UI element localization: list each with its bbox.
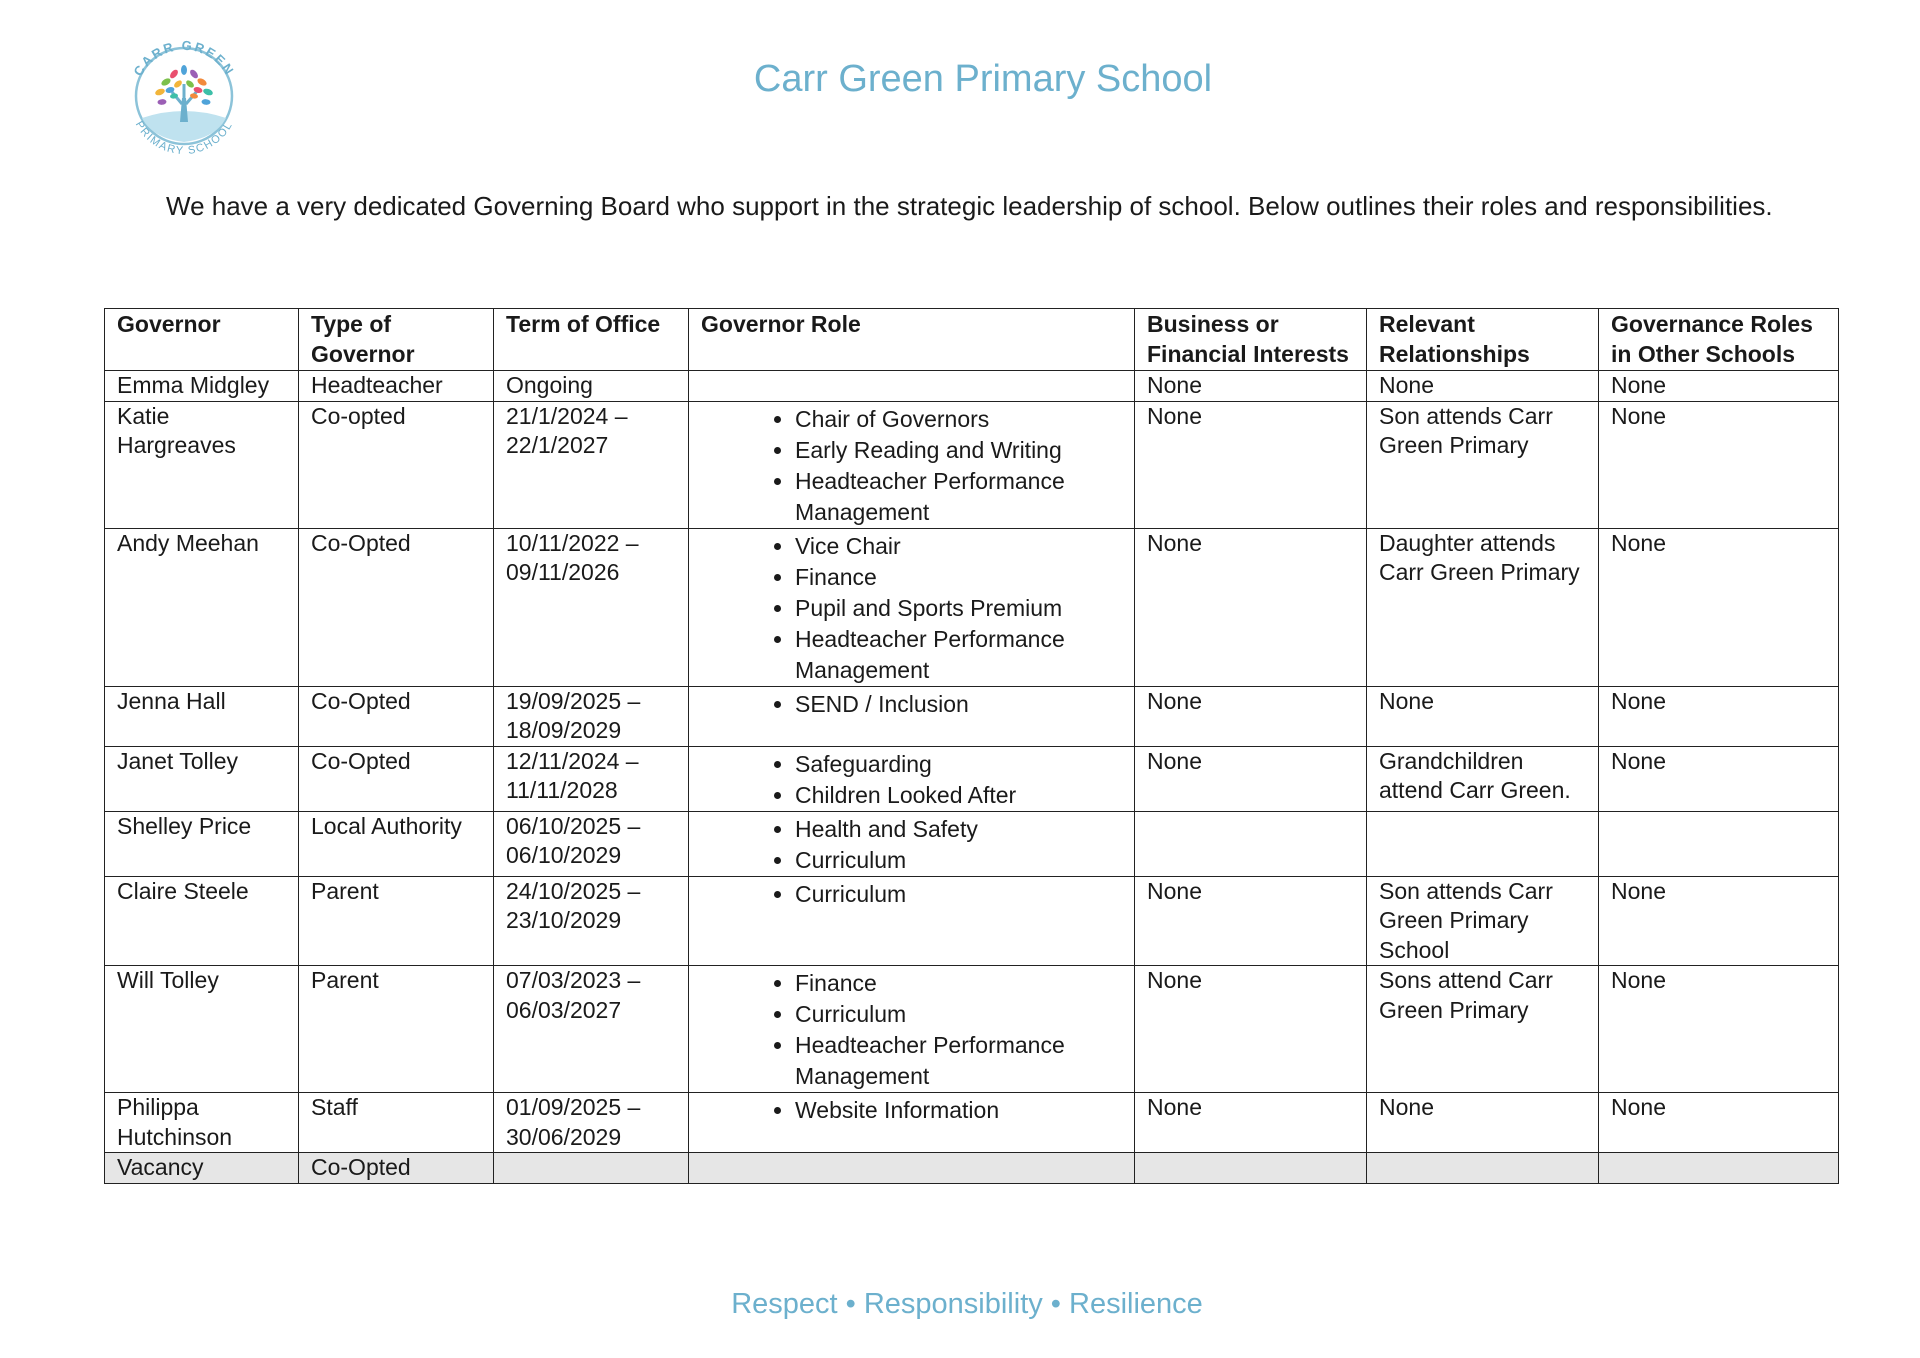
cell-type: Staff bbox=[299, 1093, 494, 1153]
cell-relationships: Daughter attends Carr Green Primary bbox=[1367, 528, 1599, 686]
cell-other-roles: None bbox=[1599, 528, 1839, 686]
cell-roles bbox=[689, 811, 1135, 876]
role-list bbox=[701, 529, 1124, 686]
governors-table bbox=[104, 308, 1839, 1184]
header-role: Governor Role bbox=[689, 309, 1135, 371]
cell-relationships: None bbox=[1367, 371, 1599, 402]
logo-text-bottom: PRIMARY SCHOOL bbox=[132, 119, 236, 158]
table-row bbox=[105, 1093, 1839, 1153]
cell-relationships bbox=[1367, 811, 1599, 876]
cell-other-roles bbox=[1599, 1153, 1839, 1184]
role-list bbox=[701, 747, 1124, 811]
cell-roles bbox=[689, 966, 1135, 1093]
role-item: • Safeguarding bbox=[795, 749, 1124, 780]
cell-term: 19/09/2025 – 18/09/2029 bbox=[494, 686, 689, 746]
cell-business: None bbox=[1135, 528, 1367, 686]
header-term: Term of Office bbox=[494, 309, 689, 371]
cell-roles bbox=[689, 686, 1135, 746]
role-item: • Children Looked After bbox=[795, 780, 1124, 811]
cell-business: None bbox=[1135, 401, 1367, 528]
table-row bbox=[105, 966, 1839, 1093]
table-row bbox=[105, 1153, 1839, 1184]
cell-business: None bbox=[1135, 966, 1367, 1093]
cell-other-roles: None bbox=[1599, 1093, 1839, 1153]
cell-type: Headteacher bbox=[299, 371, 494, 402]
header-business: Business or Financial Interests bbox=[1135, 309, 1367, 371]
cell-governor: Will Tolley bbox=[105, 966, 299, 1093]
cell-relationships: None bbox=[1367, 686, 1599, 746]
school-name: Carr Green Primary School bbox=[753, 58, 1213, 100]
table-row bbox=[105, 876, 1839, 966]
cell-other-roles: None bbox=[1599, 371, 1839, 402]
cell-type: Co-Opted bbox=[299, 746, 494, 811]
role-item: • Website Information bbox=[795, 1095, 1124, 1126]
cell-roles bbox=[689, 1093, 1135, 1153]
cell-other-roles: None bbox=[1599, 876, 1839, 966]
cell-type: Parent bbox=[299, 966, 494, 1093]
role-item: • Chair of Governors bbox=[795, 404, 1124, 435]
cell-business: None bbox=[1135, 1093, 1367, 1153]
cell-business bbox=[1135, 1153, 1367, 1184]
table-body bbox=[105, 371, 1839, 1184]
cell-roles bbox=[689, 528, 1135, 686]
cell-business: None bbox=[1135, 876, 1367, 966]
role-list bbox=[701, 812, 1124, 876]
cell-roles bbox=[689, 401, 1135, 528]
cell-term: 24/10/2025 – 23/10/2029 bbox=[494, 876, 689, 966]
table-row bbox=[105, 401, 1839, 528]
role-item: • SEND / Inclusion bbox=[795, 689, 1124, 720]
table-row bbox=[105, 528, 1839, 686]
header-other-roles: Governance Roles in Other Schools bbox=[1599, 309, 1839, 371]
cell-governor: Vacancy bbox=[105, 1153, 299, 1184]
cell-term: 12/11/2024 – 11/11/2028 bbox=[494, 746, 689, 811]
role-list bbox=[701, 877, 1124, 910]
table-row bbox=[105, 686, 1839, 746]
cell-type: Co-Opted bbox=[299, 686, 494, 746]
cell-governor: Philippa Hutchinson bbox=[105, 1093, 299, 1153]
role-item: • Headteacher Performance Management bbox=[795, 1030, 1124, 1092]
cell-relationships: Son attends Carr Green Primary bbox=[1367, 401, 1599, 528]
cell-business: None bbox=[1135, 746, 1367, 811]
cell-type: Local Authority bbox=[299, 811, 494, 876]
cell-relationships: Sons attend Carr Green Primary bbox=[1367, 966, 1599, 1093]
cell-type: Parent bbox=[299, 876, 494, 966]
cell-relationships bbox=[1367, 1153, 1599, 1184]
cell-term: Ongoing bbox=[494, 371, 689, 402]
role-item: • Early Reading and Writing bbox=[795, 435, 1124, 466]
cell-other-roles: None bbox=[1599, 686, 1839, 746]
cell-type: Co-Opted bbox=[299, 528, 494, 686]
role-item: • Curriculum bbox=[795, 999, 1124, 1030]
cell-other-roles bbox=[1599, 811, 1839, 876]
role-item: • Curriculum bbox=[795, 845, 1124, 876]
cell-roles bbox=[689, 1153, 1135, 1184]
role-list bbox=[701, 687, 1124, 720]
cell-business: None bbox=[1135, 686, 1367, 746]
cell-other-roles: None bbox=[1599, 401, 1839, 528]
cell-governor: Jenna Hall bbox=[105, 686, 299, 746]
cell-governor: Shelley Price bbox=[105, 811, 299, 876]
header-relationships: Relevant Relationships bbox=[1367, 309, 1599, 371]
table-row bbox=[105, 746, 1839, 811]
cell-governor: Claire Steele bbox=[105, 876, 299, 966]
cell-governor: Janet Tolley bbox=[105, 746, 299, 811]
role-item: • Vice Chair bbox=[795, 531, 1124, 562]
cell-term: 10/11/2022 – 09/11/2026 bbox=[494, 528, 689, 686]
header-type: Type of Governor bbox=[299, 309, 494, 371]
cell-governor: Andy Meehan bbox=[105, 528, 299, 686]
cell-term: 01/09/2025 – 30/06/2029 bbox=[494, 1093, 689, 1153]
role-item: • Pupil and Sports Premium bbox=[795, 593, 1124, 624]
role-item: • Finance bbox=[795, 562, 1124, 593]
header-governor: Governor bbox=[105, 309, 299, 371]
cell-term: 07/03/2023 – 06/03/2027 bbox=[494, 966, 689, 1093]
role-item: • Curriculum bbox=[795, 879, 1124, 910]
cell-other-roles: None bbox=[1599, 746, 1839, 811]
cell-other-roles: None bbox=[1599, 966, 1839, 1093]
cell-roles bbox=[689, 746, 1135, 811]
cell-roles bbox=[689, 371, 1135, 402]
cell-relationships: Son attends Carr Green Primary School bbox=[1367, 876, 1599, 966]
cell-relationships: None bbox=[1367, 1093, 1599, 1153]
role-item: • Headteacher Performance Management bbox=[795, 466, 1124, 528]
table-row bbox=[105, 371, 1839, 402]
logo-text-top: CARR GREEN bbox=[130, 37, 238, 79]
role-list bbox=[701, 402, 1124, 528]
role-item: • Health and Safety bbox=[795, 814, 1124, 845]
cell-term bbox=[494, 1153, 689, 1184]
cell-term: 06/10/2025 – 06/10/2029 bbox=[494, 811, 689, 876]
role-list bbox=[701, 1093, 1124, 1126]
cell-roles bbox=[689, 876, 1135, 966]
cell-relationships: Grandchildren attend Carr Green. bbox=[1367, 746, 1599, 811]
cell-business: None bbox=[1135, 371, 1367, 402]
cell-type: Co-opted bbox=[299, 401, 494, 528]
footer-motto: Respect • Responsibility • Resilience bbox=[731, 1288, 1203, 1320]
role-list bbox=[701, 966, 1124, 1092]
table-row bbox=[105, 811, 1839, 876]
role-item: • Finance bbox=[795, 968, 1124, 999]
cell-business bbox=[1135, 811, 1367, 876]
cell-governor: Emma Midgley bbox=[105, 371, 299, 402]
table-header-row bbox=[105, 309, 1839, 371]
intro-paragraph: We have a very dedicated Governing Board who support in the strategic leadership of school. Below outlines their roles and responsibilities. bbox=[166, 191, 1773, 221]
cell-governor: Katie Hargreaves bbox=[105, 401, 299, 528]
role-item: • Headteacher Performance Management bbox=[795, 624, 1124, 686]
cell-type: Co-Opted bbox=[299, 1153, 494, 1184]
cell-term: 21/1/2024 – 22/1/2027 bbox=[494, 401, 689, 528]
